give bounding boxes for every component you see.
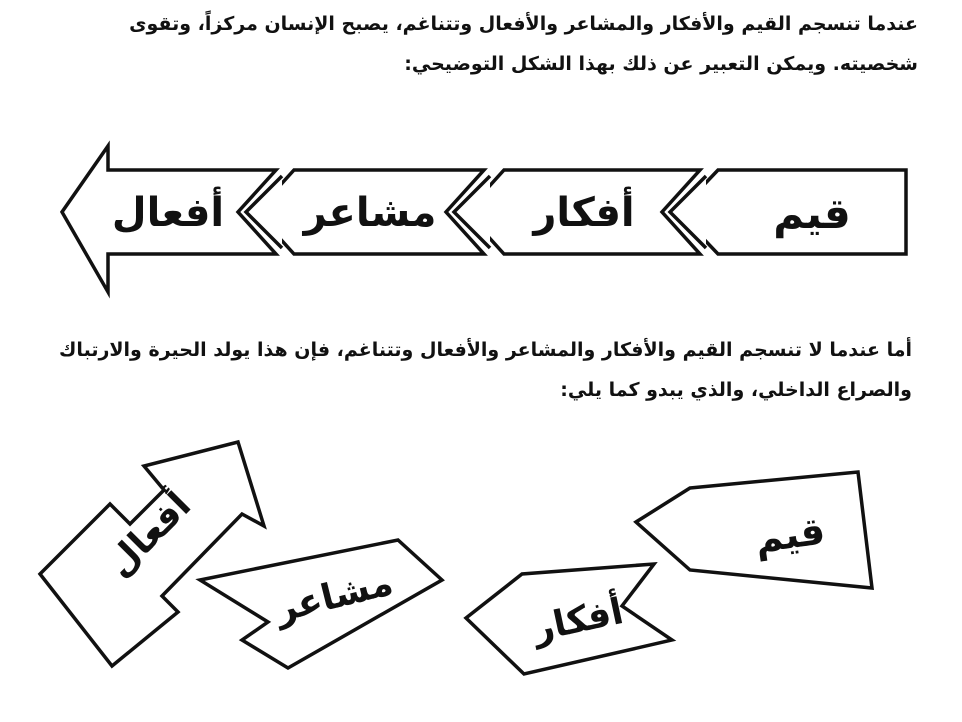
- aligned-actions-arrow: [62, 146, 276, 292]
- scattered-actions-label: أفعال: [98, 484, 200, 586]
- aligned-thoughts-chevron: [454, 170, 700, 254]
- conflict-paragraph: أما عندما لا تنسجم القيم والأفكار والمشاعر والأفعال وتتناغم، فإن هذا يولد الحيرة والارتباك والصراع الداخلي، والذي يبدو كما يلي:: [59, 339, 912, 401]
- aligned-diagram: [62, 146, 906, 292]
- intro-paragraph: عندما تنسجم القيم والأفكار والمشاعر والأفعال وتتناغم، يصبح الإنسان مركزاً، وتقوى شخصيته. ويمكن التعبير عن ذلك بهذا الشكل التوضيحي:: [129, 13, 918, 75]
- aligned-feelings-label: مشاعر: [303, 190, 437, 236]
- scattered-actions-arrow: [40, 442, 264, 666]
- aligned-values-chevron: [670, 170, 906, 254]
- scattered-thoughts-label: أفكار: [529, 590, 627, 651]
- aligned-feelings-chevron: [246, 170, 484, 254]
- scattered-feelings-shape: [200, 540, 442, 668]
- scattered-feelings-label: مشاعر: [271, 562, 398, 631]
- scattered-thoughts-shape: [466, 564, 672, 674]
- scattered-values-shape: [636, 472, 872, 588]
- scattered-diagram: [40, 442, 872, 674]
- aligned-thoughts-label: أفكار: [533, 190, 635, 236]
- aligned-actions-label: أفعال: [111, 190, 225, 236]
- scattered-values-label: قيم: [752, 508, 828, 562]
- aligned-values-label: قيم: [773, 189, 851, 238]
